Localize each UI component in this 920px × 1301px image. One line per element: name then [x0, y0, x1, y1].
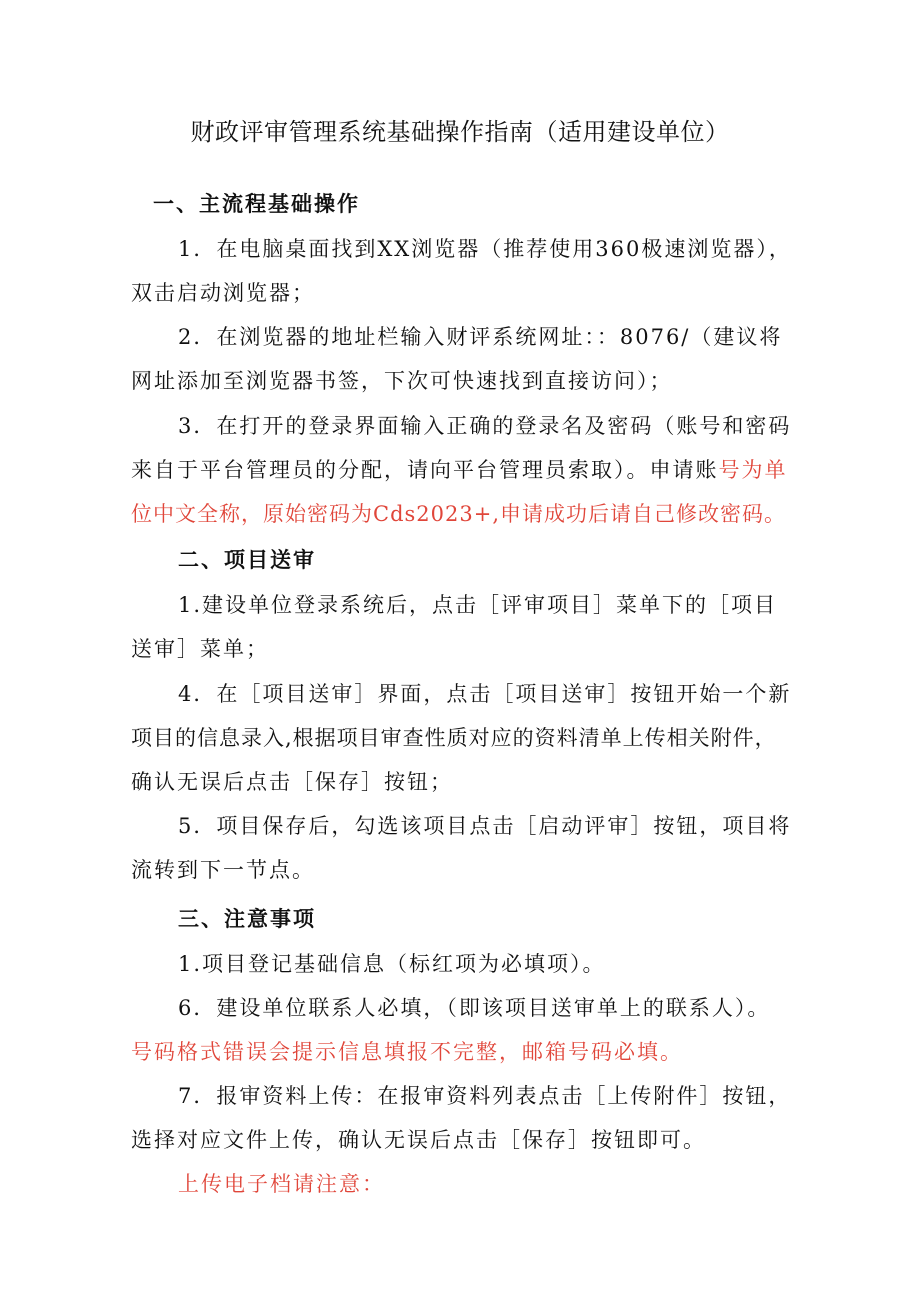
s3-note: 上传电子档请注意：: [178, 1172, 385, 1196]
s2-p2-line2: 项目的信息录入,根据项目审查性质对应的资料清单上传相关附件，: [131, 726, 777, 750]
s3-p2-line1: 6．建设单位联系人必填，（即该项目送审单上的联系人）。: [178, 996, 771, 1020]
s2-p1-line1: 1.建设单位登录系统后，点击［评审项目］菜单下的［项目: [178, 593, 778, 617]
s1-p3-line3: 位中文全称，原始密码为Cds2023+,申请成功后请自己修改密码。: [131, 502, 786, 526]
s3-p2-line2: 号码格式错误会提示信息填报不完整，邮箱号码必填。: [131, 1040, 683, 1064]
s1-p2-line2: 网址添加至浏览器书签，下次可快速找到直接访问）；: [131, 369, 673, 393]
s2-p2-line1: 4．在［项目送审］界面，点击［项目送审］按钮开始一个新: [178, 682, 792, 706]
s2-p3-line1: 5．项目保存后，勾选该项目点击［启动评审］按钮，项目将: [178, 814, 792, 838]
s2-p1-line2: 送审］菜单；: [131, 637, 269, 661]
s1-p1-line1: 1．在电脑桌面找到XX浏览器（推荐使用360极速浏览器），: [178, 237, 792, 261]
document-title: 财政评审管理系统基础操作指南（适用建设单位）: [190, 118, 730, 146]
s2-p2-line3: 确认无误后点击［保存］按钮；: [131, 770, 453, 794]
section-2-heading: 二、项目送审: [178, 548, 316, 572]
section-3-heading: 三、注意事项: [178, 907, 316, 931]
s3-p3-line2: 选择对应文件上传，确认无误后点击［保存］按钮即可。: [131, 1128, 706, 1152]
s1-p3-line2-text: 来自于平台管理员的分配，请向平台管理员索取）。申请账: [131, 458, 719, 482]
s2-p3-line2: 流转到下一节点。: [131, 858, 315, 882]
s1-p3-line2-red: 号为单: [718, 458, 788, 482]
s1-p3-line2: [131, 454, 788, 484]
s1-p3-line1: 3．在打开的登录界面输入正确的登录名及密码（账号和密码: [178, 414, 792, 438]
s1-p2-line1: 2．在浏览器的地址栏输入财评系统网址：：8076/（建议将: [178, 325, 783, 349]
section-1-heading: 一、主流程基础操作: [153, 192, 360, 216]
s3-p1: 1.项目登记基础信息（标红项为必填项）。: [178, 952, 606, 976]
s3-p3-line1: 7．报审资料上传：在报审资料列表点击［上传附件］按钮，: [178, 1084, 792, 1108]
s1-p1-line2: 双击启动浏览器；: [131, 281, 315, 305]
